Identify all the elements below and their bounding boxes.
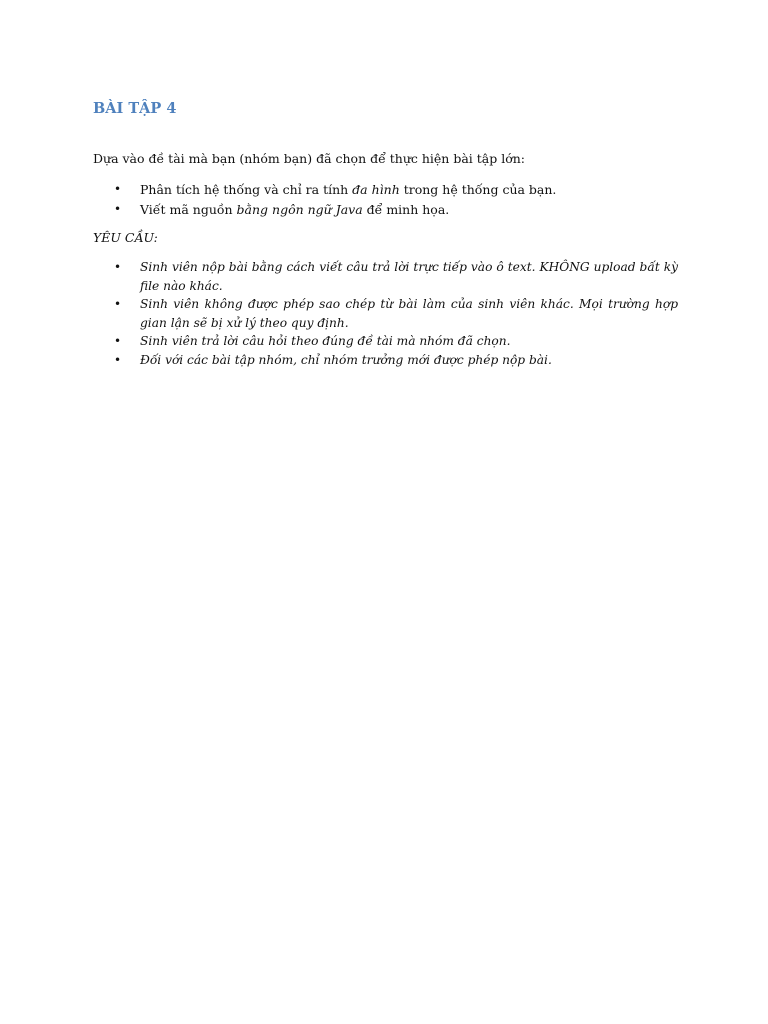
requirement-text: Sinh viên trả lời câu hỏi theo đúng đề tài mà nhóm đã chọn. [140,334,511,348]
exercise-heading: BÀI TẬP 4 [93,100,177,117]
intro-paragraph: Dựa vào đề tài mà bạn (nhóm bạn) đã chọn để thực hiện bài tập lớn: [93,151,525,166]
requirement-item [93,351,678,370]
requirement-item [93,332,678,351]
bullet-icon: • [114,201,122,216]
requirements-list [93,258,678,369]
bullet-icon: • [114,182,122,196]
task-text-after: trong hệ thống của bạn. [399,182,557,197]
requirement-text: Đối với các bài tập nhóm, chỉ nhóm trưởng mới được phép nộp bài. [140,352,552,367]
requirement-text: Sinh viên không được phép sao chép từ bài làm của sinh viên khác. Mọi trường hợp gian lận sẽ bị xử lý theo quy định. [140,297,678,330]
task-text-before: Viết mã nguồn [140,201,237,217]
bullet-icon: • [114,260,122,274]
document-page [93,96,683,367]
requirement-item [93,295,678,332]
task-text-emphasis: đa hình [352,182,400,197]
task-text-before: Phân tích hệ thống và chỉ ra tính [140,182,353,197]
bullet-icon: • [114,334,122,348]
requirement-item [93,258,678,295]
bullet-icon: • [114,352,122,367]
task-text-after: để minh họa. [362,201,450,217]
task-text-emphasis: bằng ngôn ngữ Java [236,201,363,217]
task-list [93,180,678,219]
requirement-text: Sinh viên nộp bài bằng cách viết câu trả lời trực tiếp vào ô text. KHÔNG upload bất kỳ file nào khác. [140,260,678,293]
bullet-icon: • [114,297,122,311]
task-item [93,180,678,200]
task-item [93,200,678,220]
requirements-label: YÊU CẦU: [93,230,158,245]
